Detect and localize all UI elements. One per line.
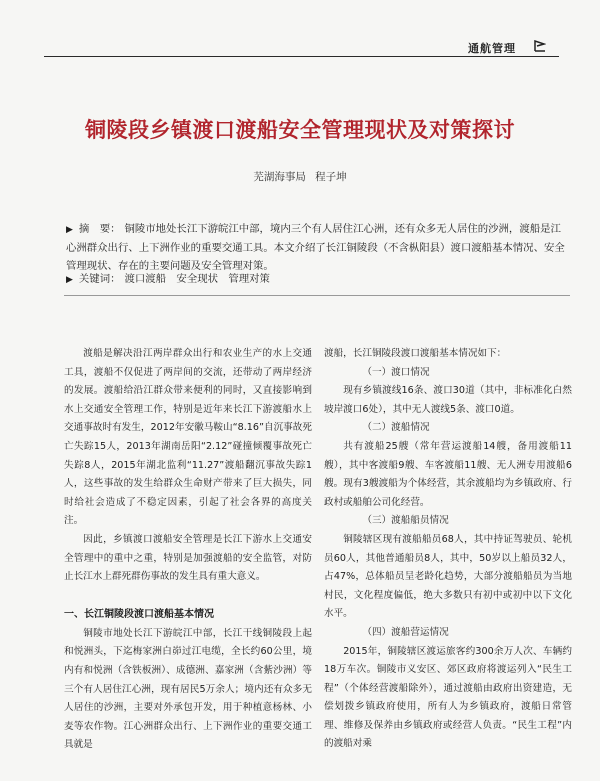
- left-column: [64, 345, 312, 755]
- subsection-heading: （二）渡船情况: [362, 422, 430, 434]
- article-title: 铜陵段乡镇渡口渡船安全管理现状及对策探讨: [85, 118, 515, 142]
- header-rule: [44, 56, 559, 57]
- abstract-label: 摘 要：: [78, 223, 121, 235]
- header-section-label: 通航管理: [468, 42, 516, 55]
- abstract: [66, 220, 570, 275]
- body-paragraph: 现有乡镇渡线16条、渡口30道（其中，非标准化白然坡岸渡口6处），其中无人渡线5条、渡口0道。: [324, 385, 572, 415]
- body-paragraph: 渡船，长江铜陵段渡口渡船基本情况如下：: [324, 348, 507, 359]
- body-paragraph: 因此，乡镇渡口渡船安全管理是长江下游水上交通安全管理中的重中之重，特别是加强渡船的安全监管，对防止长江水上群死群伤事故的发生具有重大意义。: [64, 533, 312, 583]
- flag-icon: [534, 40, 546, 55]
- section-heading: 一、长江铜陵段渡口渡船基本情况: [64, 608, 214, 620]
- subsection-heading: （一）渡口情况: [362, 366, 430, 378]
- body-paragraph: 铜陵辖区现有渡船船员68人，其中持证驾驶员、轮机员60人，其他普通船员8人，其中，50岁以上船员32人，占47%，总体船员呈老龄化趋势，大部分渡船船员为当地村民，文化程度偏低，绝大多数只有初中或初中以下文化水平。: [324, 533, 572, 620]
- keywords-text: 渡口渡船 安全现状 管理对策: [124, 273, 270, 285]
- body-paragraph: 渡船是解决沿江两岸群众出行和农业生产的水上交通工具，渡船不仅促进了两岸间的交流，还带动了两岸经济的发展。渡船给沿江群众带来便利的同时，又直接影响到水上交通安全管理工作，特别是近年来长江下游渡船水上交通事故时有发生，2012年安徽马鞍山“8.16”自沉事故死亡失踪15人，2013年湖南岳阳“2.12”碰撞倾覆事故死亡失踪8人，2015年湖北监利“11.27”渡船翻沉事故失踪1人，这些事故的发生给群众生命财产带来了巨大损失，同时给社会造成了不稳定因素，引起了社会各界的高度关注。: [64, 348, 312, 527]
- bullet-icon: ▶: [66, 275, 73, 285]
- abstract-divider: [64, 295, 570, 296]
- bullet-icon: ▶: [66, 225, 73, 235]
- body-paragraph: 铜陵市地处长江下游皖江中部，长江干线铜陵段上起和悦洲头，下迄梅家洲白峁过江电缆，全长约60公里，境内有和悦洲（含铁板洲）、成德洲、嘉家洲（含紫沙洲）等三个有人居住江心洲，现有居民5万余人；境内还有众多无人居住的沙洲，主要对外承包开发，用于种植意杨林、小麦等农作物。江心洲群众出行、上下洲作业的重要交通工具就是: [64, 627, 312, 751]
- body-paragraph: 共有渡船25艘（常年营运渡船14艘，备用渡船11艘），其中客渡船9艘、车客渡船11艘、无人洲专用渡船6艘。现有3艘渡船为个体经营，其余渡船均为乡镇政府、行政村或船舶公司化经营。: [324, 440, 572, 508]
- subsection-heading: （三）渡船船员情况: [362, 515, 449, 527]
- body-paragraph: 2015年，铜陵辖区渡运旅客约300余万人次、车辆约18万车次。铜陵市义安区、郊区政府将渡运列入“民生工程”（个体经营渡船除外），通过渡船由政府出资建造，无偿划拨乡镇政府使用，所有人为乡镇政府，渡船日常管理、维修及保养由乡镇政府或经营人负责。“民生工程”内的渡船对乘: [324, 645, 572, 750]
- right-column: [324, 345, 572, 754]
- subsection-heading: （四）渡船营运情况: [362, 626, 449, 638]
- abstract-text: 铜陵市地处长江下游皖江中部，境内三个有人居住江心洲，还有众多无人居住的沙洲，渡船是江心洲群众出行、上下洲作业的重要交通工具。本文介绍了长江铜陵段（不含枞阳县）渡口渡船基本情况、安全管理现状、存在的主要问题及安全管理对策。: [66, 223, 565, 272]
- keywords-label: 关键词：: [78, 273, 121, 285]
- author-line: 芜湖海事局 程子坤: [253, 171, 347, 183]
- keywords: [66, 270, 570, 289]
